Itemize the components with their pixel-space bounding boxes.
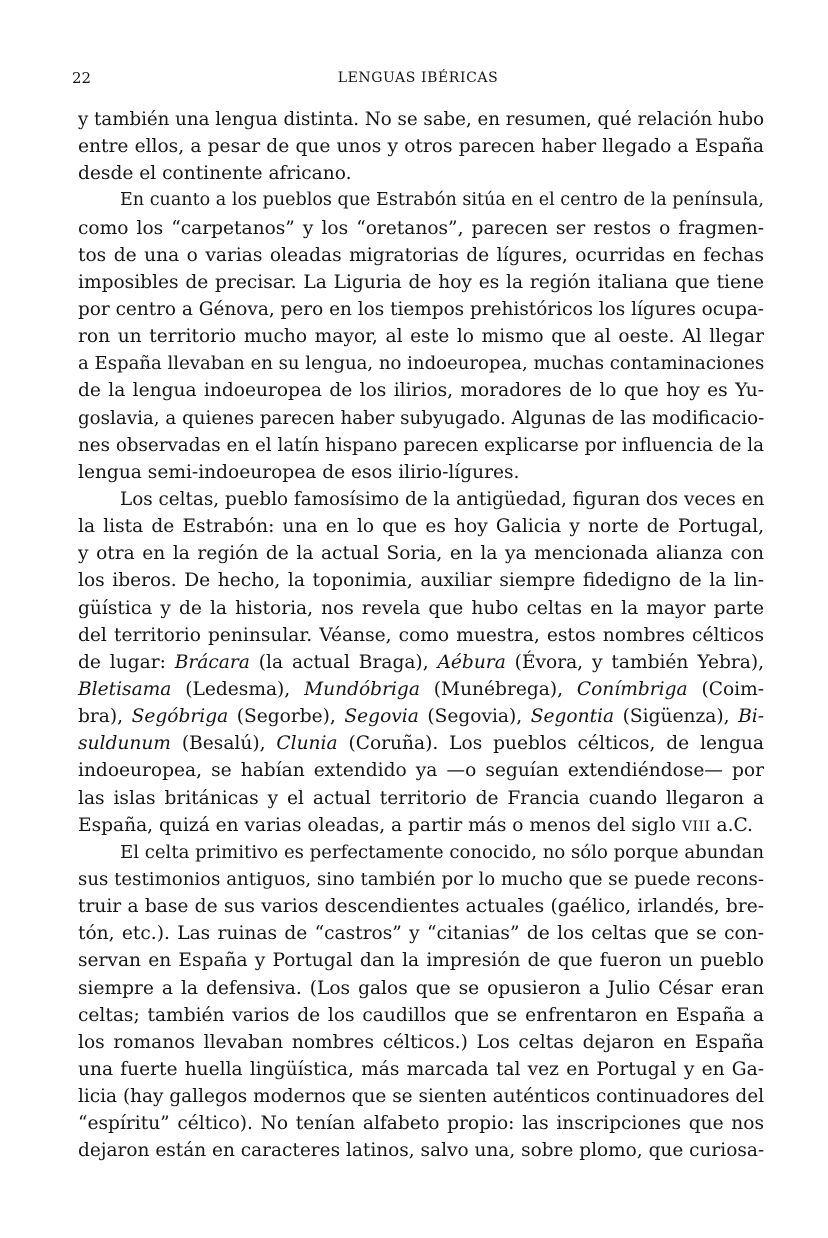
text-segment: (Segovia),: [418, 706, 531, 728]
running-title: LENGUAS IBÉRICAS: [337, 70, 499, 86]
text-segment: (Sigüenza),: [614, 706, 739, 728]
text-line: la lista de Estrabón: una en lo que es hoy Galicia y norte de Portugal,: [78, 516, 764, 538]
place-name-italic: Segóbriga: [131, 706, 229, 728]
text-line: indoeuropea, se habían extendido ya —o seguían extendiéndose— por: [78, 760, 764, 782]
text-line: servan en España y Portugal dan la impresión de que fueron un pueblo: [78, 950, 764, 972]
text-line: tos de una o varias oleadas migratorias de lígures, ocurridas en fechas: [78, 244, 764, 266]
text-line: los romanos llevaban nombres célticos.) Los celtas dejaron en España: [78, 1031, 764, 1053]
text-line: En cuanto a los pueblos que Estrabón sitúa en el centro de la península,: [120, 190, 764, 211]
place-name-italic: Conímbriga: [576, 678, 688, 700]
text-line: a España llevaban en su lengua, no indoeuropea, muchas contaminaciones: [78, 353, 765, 375]
text-line: [78, 649, 764, 676]
place-name-italic: Bletisama: [78, 678, 172, 700]
place-name-italic: Bi-: [738, 706, 765, 728]
text-segment: España, quizá en varias oleadas, a partir más o menos del siglo: [78, 814, 682, 836]
text-segment: (Munébrega),: [419, 678, 577, 700]
text-line: tón, etc.). Las ruinas de “castros” y “citanias” de los celtas que se con-: [78, 923, 764, 945]
text-line: dejaron están en caracteres latinos, salvo una, sobre plomo, que curiosa-: [78, 1140, 765, 1162]
text-line: nes observadas en el latín hispano parecen explicarse por influencia de la: [78, 434, 764, 456]
text-segment: a.C.: [710, 814, 753, 836]
text-line: siempre a la defensiva. (Los galos que se opusieron a Julio César eran: [78, 977, 764, 999]
place-name-italic: Mundóbriga: [304, 678, 420, 700]
text-segment: VIII: [681, 818, 711, 835]
text-line: del territorio peninsular. Véanse, como muestra, estos nombres célticos: [78, 624, 764, 646]
text-segment: (Coim-: [687, 678, 764, 700]
text-line: goslavia, a quienes parecen haber subyugado. Algunas de las modificacio-: [78, 407, 765, 429]
text-segment: (Segorbe),: [228, 706, 345, 728]
text-segment: (la actual Braga),: [249, 651, 438, 673]
place-name-italic: Segovia: [344, 706, 419, 728]
text-line: [78, 676, 764, 703]
place-name-italic: Segontia: [530, 706, 615, 728]
text-line: sus testimonios antiguos, sino también por lo mucho que se puede recons-: [78, 868, 764, 890]
running-header: [72, 66, 764, 90]
text-line: lengua semi-indoeuropea de esos ilirio-lígures.: [78, 461, 520, 483]
text-line: como los “carpetanos” y los “oretanos”, parecen ser restos o fragmen-: [78, 217, 764, 239]
text-segment: (Évora, y también Yebra),: [505, 651, 764, 673]
place-name-italic: Brácara: [174, 651, 250, 673]
text-line: y también una lengua distinta. No se sabe, en resumen, qué relación hubo: [78, 109, 765, 130]
text-segment: (Ledesma),: [171, 678, 305, 700]
text-line: los iberos. De hecho, la toponimia, auxiliar siempre fidedigno de la lin-: [78, 570, 764, 592]
text-segment: bra),: [78, 706, 132, 728]
text-segment: de lugar:: [78, 651, 175, 673]
text-line: licia (hay gallegos modernos que se sienten auténticos continuadores del: [78, 1086, 764, 1108]
text-line: güística y de la historia, nos revela que hubo celtas en la mayor parte: [78, 597, 764, 619]
text-line: “espíritu” céltico). No tenían alfabeto propio: las inscripciones que nos: [78, 1113, 764, 1135]
text-line: truir a base de sus varios descendientes actuales (gaélico, irlandés, bre-: [78, 896, 764, 918]
text-line: El celta primitivo es perfectamente conocido, no sólo porque abundan: [120, 841, 764, 863]
text-line: Los celtas, pueblo famosísimo de la antigüedad, figuran dos veces en: [120, 488, 765, 510]
text-line: por centro a Génova, pero en los tiempos prehistóricos los lígures ocupa-: [78, 298, 764, 320]
text-segment: (Coruña). Los pueblos célticos, de lengua: [337, 733, 764, 755]
place-name-italic: suldunum: [78, 733, 171, 755]
text-line: celtas; también varios de los caudillos que se enfrentaron en España a: [78, 1004, 764, 1026]
text-line: desde el continente africano.: [78, 163, 352, 185]
place-name-italic: Clunia: [276, 733, 338, 755]
text-line: ron un territorio mucho mayor, al este lo mismo que al oeste. Al llegar: [78, 326, 764, 348]
text-line: [78, 703, 764, 730]
text-line: las islas británicas y el actual territorio de Francia cuando llegaron a: [78, 787, 764, 809]
text-line: y otra en la región de la actual Soria, en la ya mencionada alianza con: [78, 543, 764, 565]
text-segment: (Besalú),: [170, 733, 277, 755]
text-line: imposibles de precisar. La Liguria de hoy es la región italiana que tiene: [78, 271, 764, 293]
text-line: una fuerte huella lingüística, más marcada tal vez en Portugal y en Ga-: [78, 1058, 764, 1080]
page-number: 22: [72, 69, 92, 87]
text-line: de la lengua indoeuropea de los ilirios, moradores de lo que hoy es Yu-: [78, 380, 764, 402]
text-line: [78, 812, 764, 839]
text-line: [78, 730, 764, 757]
body-text: [78, 106, 764, 1164]
place-name-italic: Aébura: [437, 651, 506, 673]
text-line: entre ellos, a pesar de que unos y otros parecen haber llegado a España: [78, 136, 764, 158]
